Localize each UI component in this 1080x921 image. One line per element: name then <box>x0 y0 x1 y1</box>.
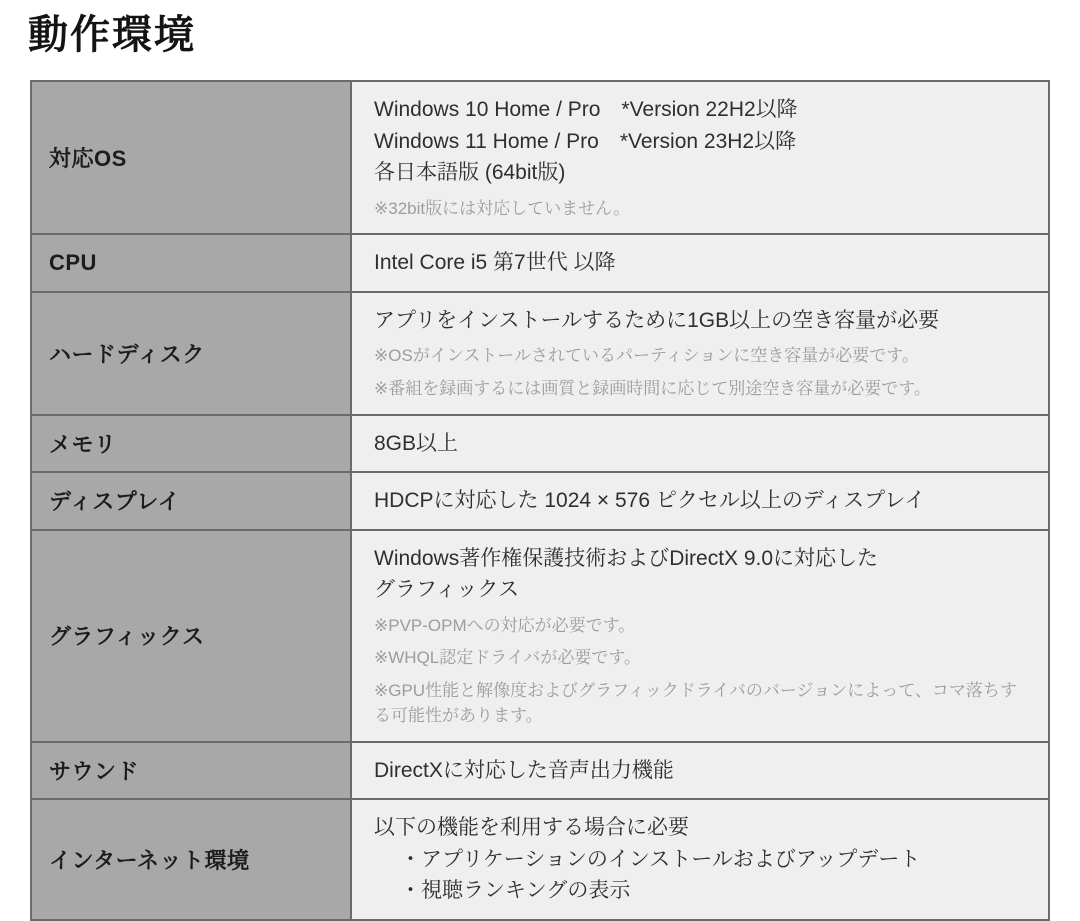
row-value <box>350 473 1048 529</box>
spec-line-bullet: ・アプリケーションのインストールおよびアップデート <box>400 847 921 871</box>
spec-line-note: ※番組を録画するには画質と録画時間に応じて別途空き容量が必要です。 <box>374 378 931 398</box>
row-label: ハードディスク <box>32 293 350 414</box>
table-row <box>32 233 1048 291</box>
table-row <box>32 529 1048 741</box>
row-label: インターネット環境 <box>32 800 350 919</box>
spec-line-note: ※PVP-OPMへの対応が必要です。 <box>374 615 636 635</box>
row-value <box>350 235 1048 291</box>
spec-line-note: ※WHQL認定ドライバが必要です。 <box>374 648 642 667</box>
row-value <box>350 800 1048 919</box>
spec-line-note: ※32bit版には対応していません。 <box>374 198 631 218</box>
table-row <box>32 82 1048 233</box>
spec-line-note: ※OSがインストールされているパーティションに空き容量が必要です。 <box>374 346 919 366</box>
page-title: 動作環境 <box>28 13 196 57</box>
spec-line-main: アプリをインストールするために1GB以上の空き容量が必要 <box>374 308 940 332</box>
spec-line-note: ※GPU性能と解像度およびグラフィックドライバのバージョンによって、コマ落ちする可能性があります。 <box>374 680 1017 725</box>
table-row <box>32 798 1048 919</box>
table-row <box>32 291 1048 414</box>
row-value <box>350 531 1048 741</box>
spec-line-main: Windows 11 Home / Pro *Version 23H2以降 <box>374 129 797 153</box>
row-label: グラフィックス <box>32 531 350 741</box>
spec-line-main: 8GB以上 <box>374 431 459 455</box>
table-row <box>32 471 1048 529</box>
row-value <box>350 82 1048 233</box>
row-value <box>350 743 1048 799</box>
spec-line-main: Windows 10 Home / Pro *Version 22H2以降 <box>374 98 798 121</box>
spec-line-main: 以下の機能を利用する場合に必要 <box>374 816 689 840</box>
spec-line-bullet: ・視聴ランキングの表示 <box>400 879 631 903</box>
row-value <box>350 293 1048 414</box>
table-row <box>32 741 1048 799</box>
spec-line-main: Intel Core i5 第7世代 以降 <box>374 251 616 274</box>
spec-table <box>30 80 1050 921</box>
spec-line-main: 各日本語版 (64bit版) <box>374 161 566 184</box>
row-label: CPU <box>32 235 350 291</box>
row-label: メモリ <box>32 416 350 472</box>
table-row <box>32 414 1048 472</box>
row-label: サウンド <box>32 743 350 799</box>
spec-line-main: HDCPに対応した 1024 × 576 ピクセル以上のディスプレイ <box>374 489 926 512</box>
row-label: 対応OS <box>32 82 350 233</box>
spec-line-main: グラフィックス <box>374 578 520 601</box>
spec-line-main: DirectXに対応した音声出力機能 <box>374 758 674 782</box>
row-label: ディスプレイ <box>32 473 350 529</box>
spec-line-main: Windows著作権保護技術およびDirectX 9.0に対応した <box>374 546 879 570</box>
row-value <box>350 416 1048 472</box>
